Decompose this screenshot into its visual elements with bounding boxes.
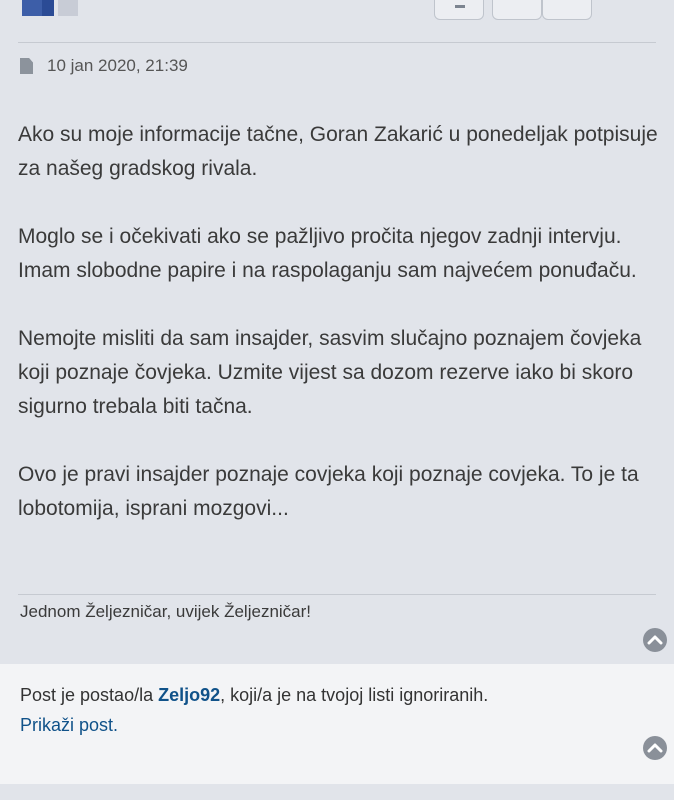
signature: Jednom Željezničar, uvijek Željezničar! — [20, 602, 312, 621]
show-post-link[interactable]: Prikaži post. — [20, 715, 119, 735]
ignored-text-before: Post je postao/la — [20, 685, 159, 705]
ignored-text-after: , koji/a je na tvojoj listi ignoriranih. — [220, 685, 489, 705]
signature-divider — [18, 594, 656, 595]
back-to-top-button[interactable] — [643, 736, 667, 760]
post-paragraph: Ako su moje informacije tačne, Goran Zakarić u ponedeljak potpisuje za našeg gradskog rivala. — [18, 123, 658, 180]
divider — [18, 42, 656, 43]
avatar-part — [58, 0, 78, 16]
post-action-button[interactable] — [542, 0, 592, 20]
avatar-part — [22, 0, 42, 16]
ignored-post-text — [20, 680, 650, 740]
post-action-button[interactable] — [434, 0, 484, 20]
chevron-up-circle-icon — [647, 633, 663, 647]
post-action-button[interactable] — [492, 0, 542, 20]
post-paragraph: Nemojte misliti da sam insajder, sasvim slučajno poznajem čovjeka koji poznaje čovjeka. Uzmite vijest sa dozom rezerve iako bi skoro sigurno trebala biti tačna. — [18, 327, 642, 418]
button-icon — [455, 5, 465, 8]
post-content — [18, 118, 658, 526]
post-meta — [20, 54, 188, 78]
next-post-edge — [0, 784, 674, 800]
avatar[interactable] — [22, 0, 78, 18]
post-timestamp: 10 jan 2020, 21:39 — [47, 56, 188, 75]
avatar-part — [42, 0, 54, 16]
chevron-up-circle-icon — [647, 741, 663, 755]
ignored-username-link[interactable]: Zeljo92 — [158, 685, 221, 705]
post-header — [0, 0, 674, 24]
back-to-top-button[interactable] — [643, 628, 667, 652]
file-icon[interactable] — [20, 58, 33, 74]
ignored-post-notice — [0, 664, 674, 784]
post-paragraph: Ovo je pravi insajder poznaje covjeka koji poznaje covjeka. To je ta lobotomija, isprani mozgovi... — [18, 463, 639, 520]
post-paragraph: Moglo se i očekivati ako se pažljivo pročita njegov zadnji intervju. Imam slobodne papire i na raspolaganju sam najvećem ponuđaču. — [18, 225, 637, 282]
